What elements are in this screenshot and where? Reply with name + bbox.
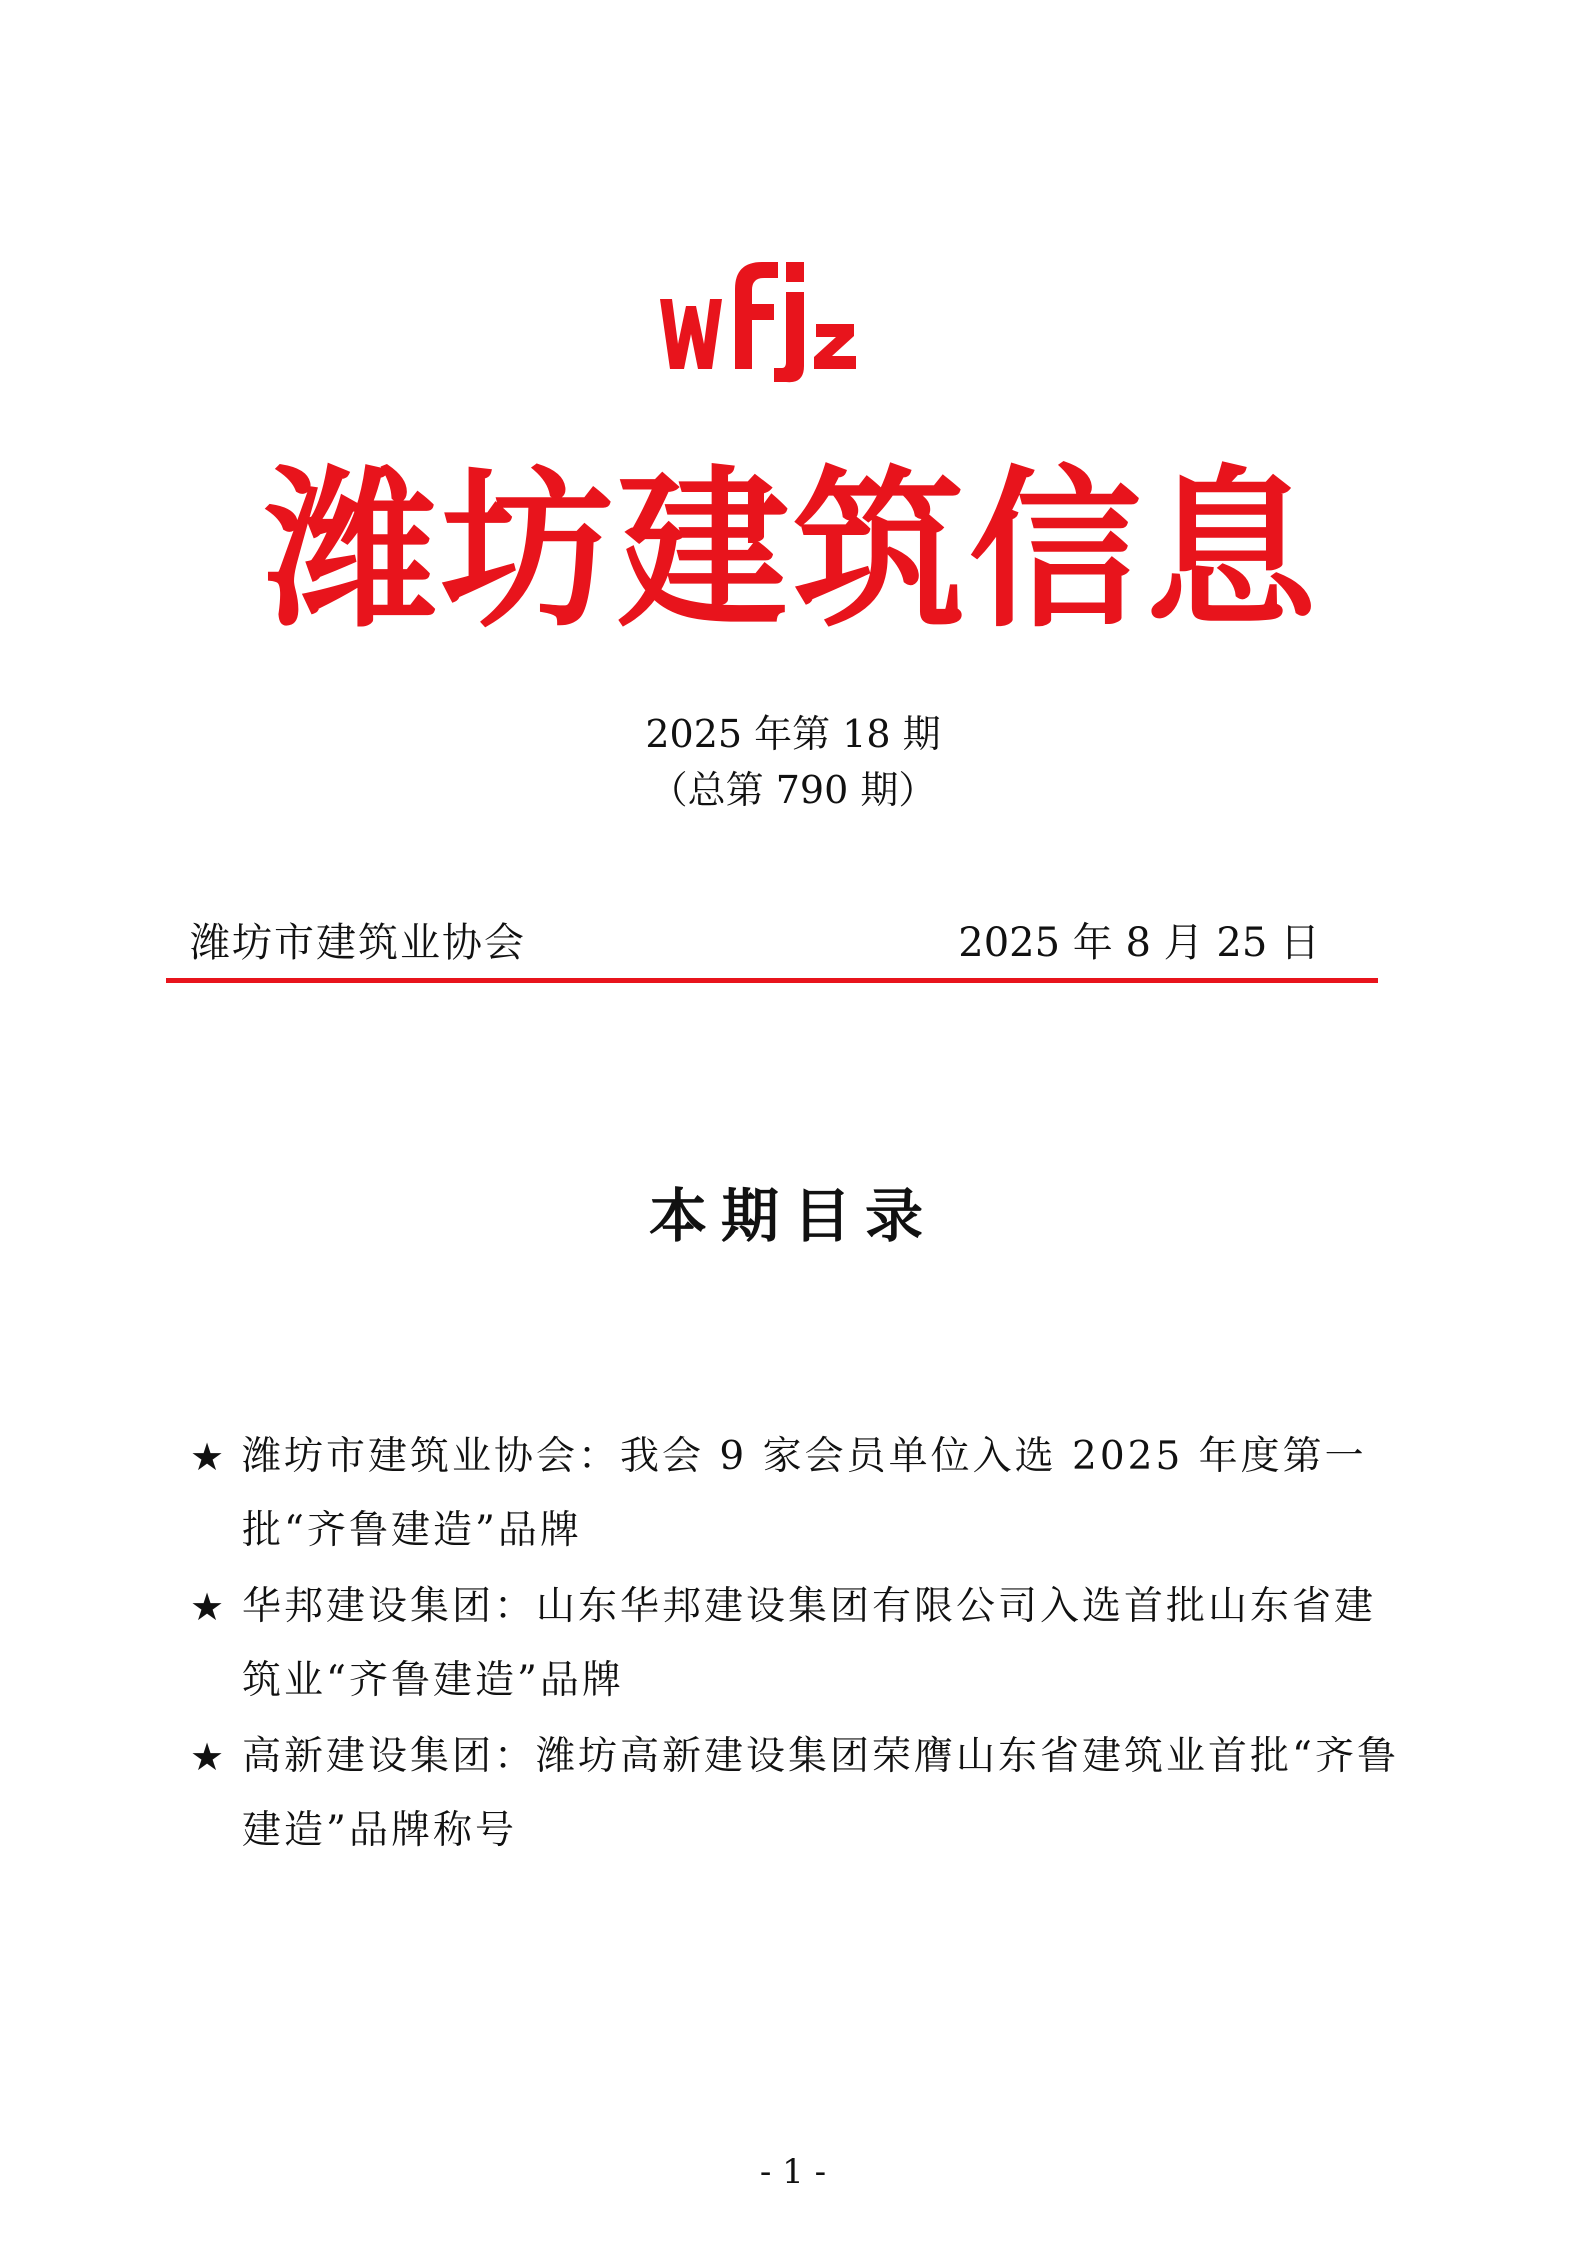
star-icon: ★ xyxy=(190,1735,225,1779)
toc-item[interactable] xyxy=(190,1420,1405,1568)
publish-date: 2025 年 8 月 25 日 xyxy=(958,920,1320,966)
toc-item-source: 高新建设集团： xyxy=(242,1734,537,1779)
toc-item[interactable] xyxy=(190,1720,1405,1868)
issue-number: 2025 年第 18 期 xyxy=(645,712,941,756)
masthead-title: 潍坊建筑信息 xyxy=(265,448,1321,651)
toc-item-source: 华邦建设集团： xyxy=(242,1584,537,1629)
toc-title: 本期目录 xyxy=(648,1182,937,1250)
toc-list xyxy=(190,1420,1405,1870)
toc-item-headline: 潍坊高新建设集团荣膺山东省建筑业首批“齐鲁建造”品牌称号 xyxy=(242,1734,1399,1853)
toc-item-headline: 我会 9 家会员单位入选 2025 年度第一批“齐鲁建造”品牌 xyxy=(242,1434,1367,1553)
page-number: - 1 - xyxy=(759,2152,827,2192)
issue-total-number: （总第 790 期） xyxy=(649,768,937,812)
wfjz-logo xyxy=(640,244,870,384)
toc-item-headline: 山东华邦建设集团有限公司入选首批山东省建筑业“齐鲁建造”品牌 xyxy=(242,1584,1377,1703)
publisher-name: 潍坊市建筑业协会 xyxy=(190,920,526,966)
red-divider xyxy=(166,978,1378,983)
toc-item[interactable] xyxy=(190,1570,1405,1718)
star-icon: ★ xyxy=(190,1435,225,1479)
star-icon: ★ xyxy=(190,1585,225,1629)
toc-item-source: 潍坊市建筑业协会： xyxy=(242,1434,621,1479)
publisher-row xyxy=(190,918,1320,968)
